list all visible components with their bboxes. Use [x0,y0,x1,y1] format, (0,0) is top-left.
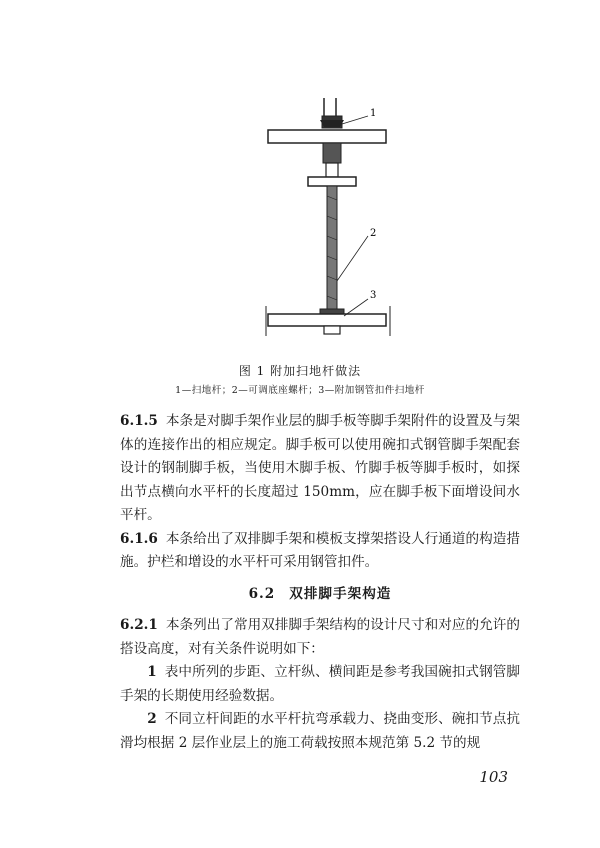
figure-sweep-rod-detail [250,96,400,356]
clause-6-1-5 [120,410,520,528]
item-number: 2 [147,711,157,727]
page-number: 103 [479,768,508,786]
list-item [120,661,520,708]
section-heading [120,583,520,607]
clause-6-1-6 [120,528,520,575]
clause-text: 本条列出了常用双排脚手架结构的设计尺寸和对应的允许的搭设高度，对有关条件说明如下： [120,617,520,657]
figure-caption-title: 图 1 附加扫地杆做法 [238,364,362,378]
sweep-rod-drawing [250,96,400,356]
callout-1: 1 [370,108,377,119]
body-text [120,410,520,755]
section-title: 双排脚手架构造 [289,585,392,602]
item-text: 不同立杆间距的水平杆抗弯承载力、挠曲变形、碗扣节点抗滑均根据 2 层作业层上的施工荷载按照本规范第 5.2 节的规 [120,711,520,751]
callout-2: 2 [370,228,377,239]
section-number: 6.2 [248,585,276,602]
callout-3: 3 [370,290,377,301]
clause-number: 6.2.1 [120,617,158,633]
figure-caption-legend: 1—扫地杆；2—可调底座螺杆；3—附加钢管扣件扫地杆 [175,385,425,396]
item-number: 1 [147,664,157,680]
clause-6-2-1 [120,614,520,661]
clause-number: 6.1.5 [120,413,158,429]
clause-number: 6.1.6 [120,530,158,547]
clause-text: 本条给出了双排脚手架和模板支撑架搭设人行通道的构造措施。护栏和增设的水平杆可采用钢管扣件。 [120,530,520,570]
item-text: 表中所列的步距、立杆纵、横间距是参考我国碗扣式钢管脚手架的长期使用经验数据。 [120,664,520,704]
clause-text: 本条是对脚手架作业层的脚手板等脚手架附件的设置及与架体的连接作出的相应规定。脚手板可以使用碗扣式钢管脚手架配套设计的钢制脚手板，当使用木脚手板、竹脚手板等脚手板时，如探出节点横向水平杆的长度超过 150mm，应在脚手板下面增设间水平杆。 [120,413,520,523]
list-item [120,708,520,755]
